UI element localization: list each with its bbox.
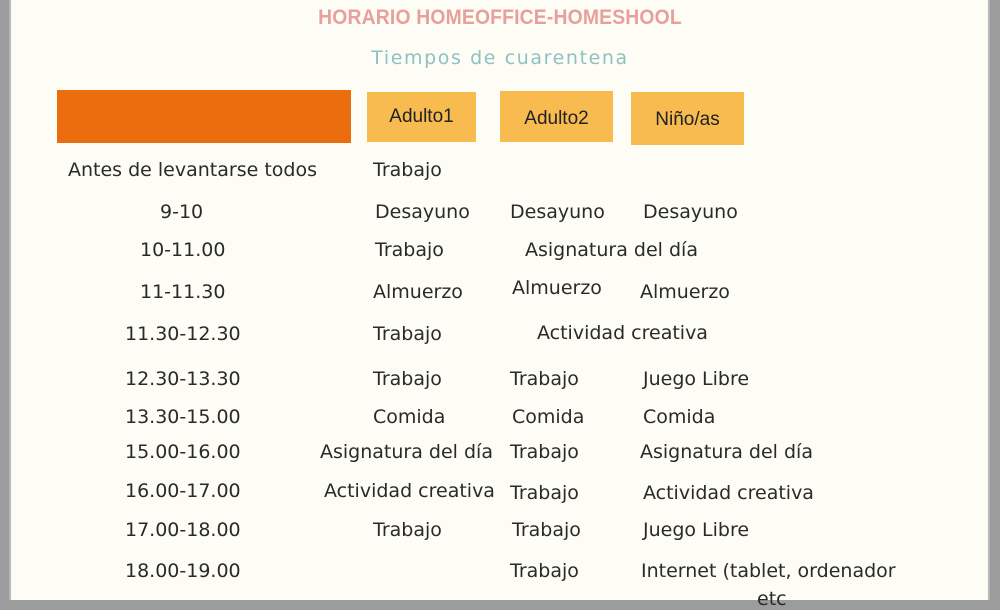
adulto1-cell: Almuerzo (373, 281, 463, 303)
ninos-cell: Juego Libre (643, 519, 750, 541)
time-cell: 11-11.30 (140, 281, 226, 303)
adulto2-cell: Almuerzo (512, 277, 602, 299)
page-title: HORARIO HOMEOFFICE-HOMESHOOL (318, 6, 682, 29)
adulto2-cell: Trabajo (512, 519, 581, 541)
time-cell: 12.30-13.30 (125, 368, 241, 390)
adulto1-cell: Desayuno (375, 201, 470, 223)
adulto2-cell: Trabajo (510, 368, 579, 390)
ninos-cell: Internet (tablet, ordenador (641, 560, 896, 582)
adulto1-cell: Trabajo (373, 159, 442, 181)
adulto2-cell: Comida (512, 406, 585, 428)
ninos-cell: Desayuno (643, 201, 738, 223)
header-adulto1: Adulto1 (367, 92, 476, 142)
time-cell: 17.00-18.00 (125, 519, 241, 541)
ninos-cell: Actividad creativa (643, 482, 814, 504)
merged-cell: Actividad creativa (537, 322, 708, 344)
header-adulto2: Adulto2 (500, 91, 613, 142)
time-cell: 9-10 (160, 201, 204, 223)
adulto1-cell: Trabajo (375, 239, 444, 261)
ninos-cell-continued: etc (757, 588, 787, 610)
adulto1-cell: Comida (373, 406, 446, 428)
time-cell: 11.30-12.30 (125, 323, 241, 345)
time-cell: 18.00-19.00 (125, 560, 241, 582)
header-ninos: Niño/as (631, 92, 744, 145)
page-subtitle: Tiempos de cuarentena (371, 47, 629, 69)
merged-cell: Asignatura del día (525, 239, 698, 261)
adulto2-cell: Desayuno (510, 201, 605, 223)
adulto1-cell: Trabajo (373, 323, 442, 345)
time-cell: 10-11.00 (140, 239, 226, 261)
header-blank-cell (57, 90, 351, 143)
time-cell: Antes de levantarse todos (68, 159, 317, 181)
adulto1-cell: Asignatura del día (320, 441, 493, 463)
adulto2-cell: Trabajo (510, 560, 579, 582)
ninos-cell: Almuerzo (640, 281, 730, 303)
adulto2-cell: Trabajo (510, 441, 579, 463)
time-cell: 13.30-15.00 (125, 406, 241, 428)
adulto2-cell: Trabajo (510, 482, 579, 504)
adulto1-cell: Trabajo (373, 519, 442, 541)
adulto1-cell: Actividad creativa (324, 480, 495, 502)
ninos-cell: Juego Libre (643, 368, 750, 390)
right-border (988, 0, 990, 600)
ninos-cell: Asignatura del día (640, 441, 813, 463)
time-cell: 15.00-16.00 (125, 441, 241, 463)
time-cell: 16.00-17.00 (125, 480, 241, 502)
ninos-cell: Comida (643, 406, 716, 428)
adulto1-cell: Trabajo (373, 368, 442, 390)
